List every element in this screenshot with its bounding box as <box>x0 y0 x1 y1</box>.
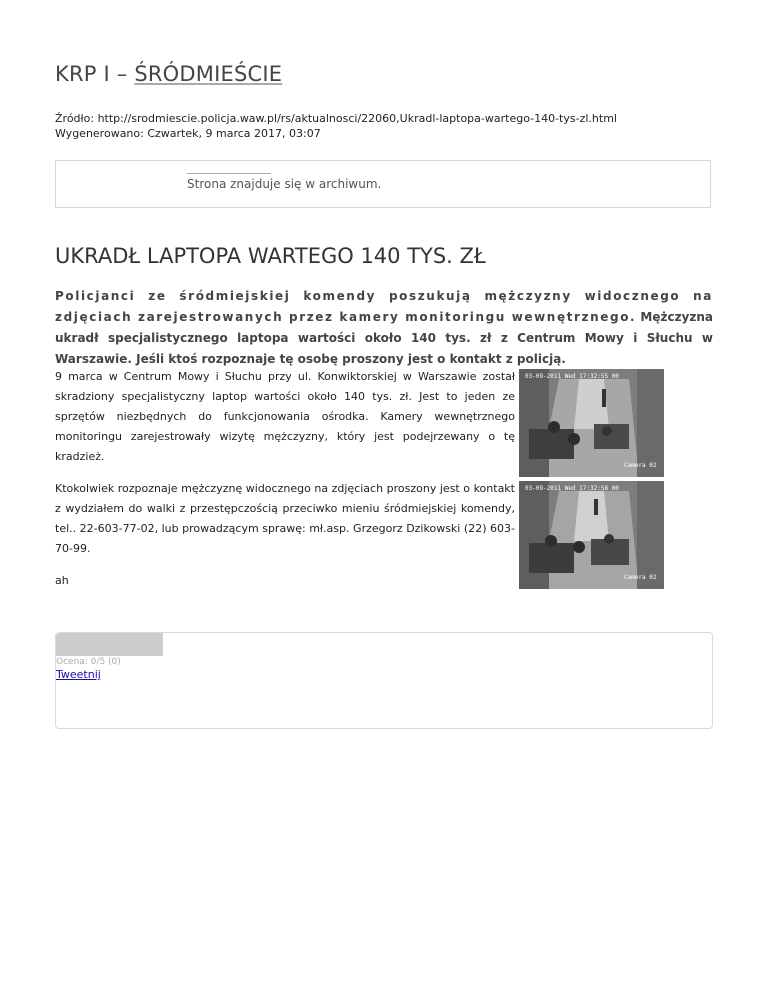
notice-divider <box>187 173 271 174</box>
cctv-camera-label-2: Camera 02 <box>624 574 657 581</box>
article-paragraph-2: Ktokolwiek rozpoznaje mężczyznę widocznego na zdjęciach proszony jest o kontakt z wydziałem do walki z przestępczością przeciwko mieniu śródmiejskiej komendy, tel.. 22-603-77-02, lub prowadzącym sprawę: mł.asp. Grzegorz Dzikowski (22) 603-70-99. <box>55 482 515 555</box>
cctv-timestamp-2: 03-09-2011 Wed 17:32:58 00 <box>525 485 619 492</box>
article-lead <box>55 286 713 370</box>
source-line: Źródło: http://srodmiescie.policja.waw.pl/rs/aktualnosci/22060,Ukradl-laptopa-wartego-140-tys-zl.html <box>55 112 617 125</box>
cctv-timestamp-1: 03-09-2011 Wed 17:32:55 00 <box>525 373 619 380</box>
cctv-camera-label-1: Camera 02 <box>624 462 657 469</box>
archive-notice-text: Strona znajduje się w archiwum. <box>187 177 382 191</box>
cctv-photo-1[interactable] <box>519 369 664 477</box>
article-lead-part1: Policjanci ze śródmiejskiej komendy poszukują mężczyzny widocznego na zdjęciach zarejestrowanych przez kamery monitoringu wewnętrznego. <box>55 289 713 324</box>
site-title <box>55 62 282 86</box>
article-body <box>55 367 515 603</box>
site-title-name: ŚRÓDMIEŚCIE <box>134 62 283 86</box>
cctv-photo-2[interactable] <box>519 481 664 589</box>
tweet-link[interactable]: Tweetnij <box>56 668 101 681</box>
article-signature: ah <box>55 574 69 587</box>
rating-label: Ocena: 0/5 (0) <box>56 657 121 667</box>
cctv-photos <box>519 369 664 593</box>
cctv-frame-1-image <box>519 369 664 477</box>
rating-box <box>55 632 713 729</box>
archive-notice <box>55 160 711 208</box>
page-meta <box>55 111 617 141</box>
article-title: UKRADŁ LAPTOPA WARTEGO 140 TYS. ZŁ <box>55 244 486 268</box>
generated-line: Wygenerowano: Czwartek, 9 marca 2017, 03:07 <box>55 127 321 140</box>
article-lead-part2: Mężczyzna ukradł specjalistycznego laptopa wartości około 140 tys. zł z Centrum Mowy i Słuchu w Warszawie. Jeśli ktoś rozpoznaje tę osobę proszony jest o kontakt z policją. <box>55 310 714 366</box>
site-title-prefix: KRP I – <box>55 62 135 86</box>
cctv-frame-2-image <box>519 481 664 589</box>
rating-bar[interactable] <box>56 633 163 656</box>
article-paragraph-1: 9 marca w Centrum Mowy i Słuchu przy ul. Konwiktorskiej w Warszawie został skradziony specjalistyczny laptop wartości około 140 tys. zł. Jest to jeden ze sprzętów niezbędnych do funkcjonowania ośrodka. Kamery wewnętrznego monitoringu zarejestrowały wizytę mężczyzny, który jest podejrzewany o tę kradzież. <box>55 370 515 463</box>
